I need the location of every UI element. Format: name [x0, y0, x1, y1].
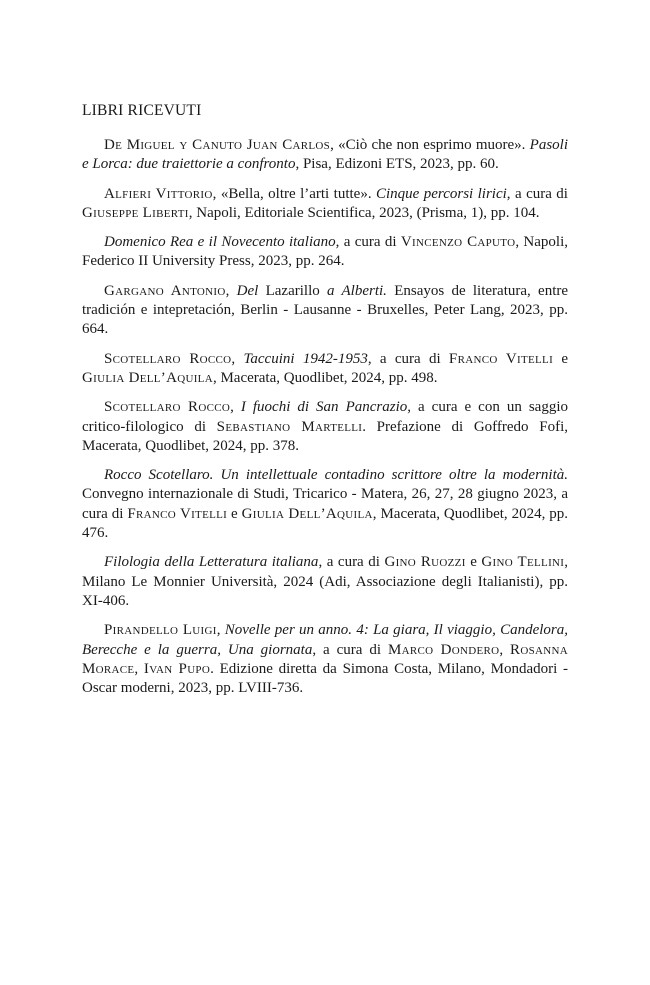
bibliographic-entry	[82, 621, 568, 698]
entry-title: Cinque percorsi lirici	[376, 185, 507, 202]
entry-text: , a cura e con un saggio critico-filologico di	[82, 399, 569, 435]
entry-text: , a cura di	[318, 554, 385, 571]
entry-name: Giulia Dell’Aquila	[241, 505, 373, 522]
entry-text: ,	[230, 399, 241, 416]
entry-text: , Pisa, Edizoni ETS, 2023, pp. 60.	[295, 156, 499, 173]
entry-text: , Napoli, Federico II University Press, 2023, pp. 264.	[82, 234, 569, 270]
entry-title: Filologia della Letteratura italiana	[104, 554, 319, 571]
bibliographic-entry	[82, 398, 568, 456]
entry-name: Vincenzo Caputo	[400, 234, 516, 251]
bibliographic-entry	[82, 185, 568, 224]
entry-name: Alfieri Vittorio	[104, 185, 213, 202]
entry-title: Taccuini 1942-1953	[243, 350, 368, 367]
entry-text: e	[553, 350, 568, 367]
entry-title: Rocco Scotellaro. Un intellettuale contadino scrittore oltre la modernità.	[104, 467, 568, 484]
entry-text: ,	[216, 622, 225, 639]
entry-name: Marco Dondero	[387, 641, 500, 658]
entry-title: a Alberti.	[327, 282, 387, 299]
entry-name: Scotellaro Rocco	[104, 350, 232, 367]
entry-text: e	[227, 505, 242, 522]
bibliographic-entry	[82, 282, 568, 340]
entry-name: De Miguel y Canuto Juan Carlos	[104, 137, 331, 153]
entry-text: . Edizione diretta da Simona Costa, Milano, Mondadori - Oscar moderni, 2023, pp. LVIII-736.	[82, 660, 568, 697]
entry-text: ,	[499, 641, 511, 658]
entry-text: , «Ciò che non esprimo muore».	[330, 137, 530, 153]
entry-text: , a cura di	[367, 350, 449, 367]
entry-text: Ensayos de literatura, entre tradición e intepretación, Berlin - Lausanne - Bruxelles, Peter Lang, 2023, pp. 664.	[82, 282, 569, 338]
bibliographic-entry	[82, 553, 568, 611]
entry-name: Gargano Antonio	[104, 282, 226, 299]
bibliographic-entry	[82, 350, 568, 389]
bibliographic-entry	[82, 136, 568, 175]
bibliographic-entry	[82, 466, 568, 543]
entry-text: , Napoli, Editoriale Scientifica, 2023, (Prisma, 1), pp. 104.	[188, 204, 540, 221]
entry-name: Franco Vitelli	[127, 505, 228, 522]
entry-text: e	[465, 554, 482, 571]
entry-title: Novelle per un anno. 4: La giara, Il viaggio, Candelora, Berecche e la guerra, Una giornata	[82, 622, 569, 658]
entry-text: , a cura di	[335, 234, 401, 251]
entry-name: Ivan Pupo	[143, 660, 211, 677]
entries-list	[82, 136, 568, 698]
bibliographic-entry	[82, 233, 568, 272]
entry-title: I fuochi di San Pancrazio	[240, 399, 408, 416]
entry-name: Pirandello Luigi	[104, 622, 217, 639]
entry-text: Lazarillo	[258, 282, 327, 299]
entry-title: Del	[236, 282, 259, 299]
entry-text: , «Bella, oltre l’arti tutte».	[212, 185, 376, 202]
page-content	[82, 100, 568, 708]
entry-text: , Macerata, Quodlibet, 2024, pp. 498.	[212, 369, 438, 386]
entry-name: Gino Tellini	[481, 554, 565, 571]
entry-text: Convegno internazionale di Studi, Tricarico - Matera, 26, 27, 28 giugno 2023, a cura di	[82, 486, 568, 522]
entry-text: ,	[134, 660, 144, 677]
entry-text: , Milano Le Monnier Università, 2024 (Adi, Associazione degli Italianisti), pp. XI-406.	[82, 554, 568, 609]
entry-text: . Prefazione di Goffredo Fofi, Macerata, Quodlibet, 2024, pp. 378.	[82, 418, 568, 454]
entry-text: , a cura di	[312, 641, 388, 658]
entry-text: , a cura di	[506, 185, 568, 202]
entry-name: Gino Ruozzi	[384, 554, 466, 571]
entry-name: Giulia Dell’Aquila	[82, 369, 213, 386]
entry-name: Sebastiano Martelli	[216, 418, 363, 435]
entry-text: ,	[225, 282, 237, 299]
entry-text: ,	[231, 350, 244, 367]
entry-name: Scotellaro Rocco	[104, 399, 231, 416]
entry-text: , Macerata, Quodlibet, 2024, pp. 476.	[82, 505, 569, 542]
entry-title: Pasoli e Lorca: due traiettorie a confronto	[82, 137, 569, 173]
section-title: LIBRI RICEVUTI	[82, 102, 202, 119]
entry-name: Rosanna Morace	[82, 641, 568, 677]
entry-title: Domenico Rea e il Novecento italiano	[104, 234, 336, 251]
entry-name: Giuseppe Liberti	[82, 204, 189, 221]
entry-name: Franco Vitelli	[448, 350, 554, 367]
